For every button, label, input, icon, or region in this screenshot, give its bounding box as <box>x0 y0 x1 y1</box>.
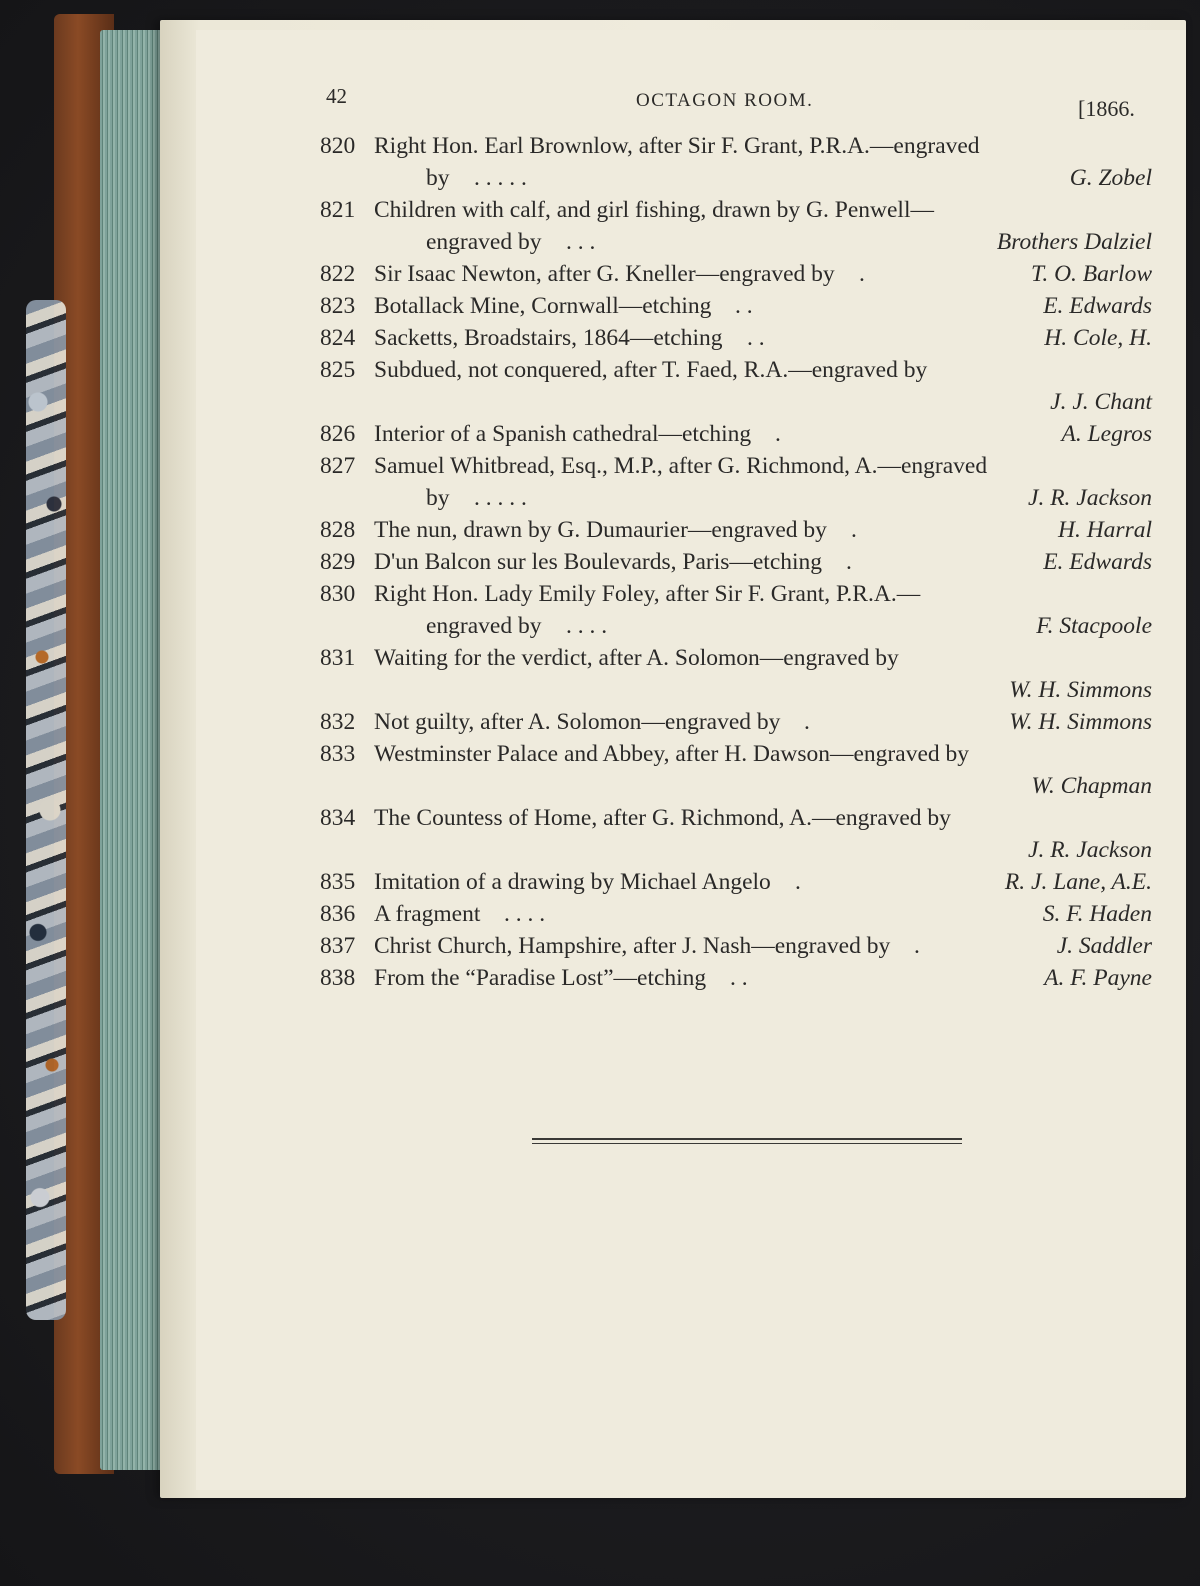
entry-number: 831 <box>320 645 356 671</box>
entry-title: From the “Paradise Lost”—etching <box>374 965 707 991</box>
catalogue-entry <box>320 194 1152 258</box>
dot-leaders: . <box>859 261 865 287</box>
entry-line <box>320 354 1152 386</box>
entry-number: 830 <box>320 581 356 607</box>
engraver-name: F. Stacpoole <box>1036 613 1152 639</box>
entry-title: The nun, drawn by G. Dumaurier—engraved by <box>374 517 827 543</box>
entry-line <box>320 450 1152 482</box>
catalogue-entry <box>320 130 1152 194</box>
engraver-name: T. O. Barlow <box>1031 261 1152 287</box>
entry-line <box>320 290 1152 322</box>
dot-leaders: . <box>914 933 920 959</box>
entry-line <box>320 514 1152 546</box>
entry-title: Interior of a Spanish cathedral—etching <box>374 421 752 447</box>
catalogue-entries <box>320 130 1152 994</box>
dot-leaders: . . <box>730 965 748 991</box>
catalogue-entry <box>320 322 1152 354</box>
entry-line <box>320 162 1152 194</box>
engraver-name: G. Zobel <box>1069 165 1152 191</box>
entry-title: Westminster Palace and Abbey, after H. Dawson—engraved by <box>374 741 969 767</box>
catalogue-entry <box>320 354 1152 418</box>
dot-leaders: . <box>851 517 857 543</box>
entry-line <box>320 802 1152 834</box>
engraver-name: J. R. Jackson <box>1028 837 1152 863</box>
entry-title: Children with calf, and girl fishing, drawn by G. Penwell— <box>374 197 934 223</box>
running-title: OCTAGON ROOM. <box>636 90 814 111</box>
engraver-name: W. Chapman <box>1031 773 1152 799</box>
dot-leaders: . <box>795 869 801 895</box>
catalogue-entry <box>320 706 1152 738</box>
entry-line <box>320 610 1152 642</box>
catalogue-entry <box>320 546 1152 578</box>
engraver-name: J. J. Chant <box>1050 389 1152 415</box>
dot-leaders: . . . . . <box>474 485 527 511</box>
entry-title: D'un Balcon sur les Boulevards, Paris—etching <box>374 549 823 575</box>
engraver-name: A. F. Payne <box>1044 965 1152 991</box>
entry-title: Sacketts, Broadstairs, 1864—etching <box>374 325 723 351</box>
dot-leaders: . . <box>735 293 753 319</box>
entry-number: 828 <box>320 517 356 543</box>
entry-number: 824 <box>320 325 356 351</box>
entry-line <box>320 322 1152 354</box>
entry-line <box>320 482 1152 514</box>
catalogue-entry <box>320 290 1152 322</box>
entry-title-continued: by <box>426 165 450 191</box>
dot-leaders: . <box>846 549 852 575</box>
entry-title: Not guilty, after A. Solomon—engraved by <box>374 709 781 735</box>
entry-number: 821 <box>320 197 356 223</box>
entry-title-continued: engraved by <box>426 229 542 255</box>
engraver-name: H. Harral <box>1057 517 1152 543</box>
entry-line <box>320 706 1152 738</box>
entry-title-continued: engraved by <box>426 613 542 639</box>
entry-line <box>320 258 1152 290</box>
entry-line <box>320 578 1152 610</box>
entry-line <box>320 418 1152 450</box>
engraver-name: E. Edwards <box>1043 549 1152 575</box>
entry-title: Waiting for the verdict, after A. Solomon—engraved by <box>374 645 899 671</box>
entry-number: 829 <box>320 549 356 575</box>
engraver-name: R. J. Lane, A.E. <box>1004 869 1152 895</box>
entry-number: 837 <box>320 933 356 959</box>
engraver-name: S. F. Haden <box>1042 901 1152 927</box>
entry-number: 834 <box>320 805 356 831</box>
entry-number: 836 <box>320 901 356 927</box>
catalogue-entry <box>320 450 1152 514</box>
dot-leaders: . . . . <box>566 613 608 639</box>
catalogue-entry <box>320 962 1152 994</box>
entry-title: A fragment <box>374 901 481 927</box>
catalogue-entry <box>320 866 1152 898</box>
catalogue-entry <box>320 258 1152 290</box>
engraver-name: H. Cole, H. <box>1044 325 1152 351</box>
entry-line <box>320 770 1152 802</box>
entry-title-continued: by <box>426 485 450 511</box>
catalogue-entry <box>320 642 1152 706</box>
year-label: [1866. <box>1078 96 1135 121</box>
dot-leaders: . . . . . <box>474 165 527 191</box>
entry-line <box>320 866 1152 898</box>
entry-number: 835 <box>320 869 356 895</box>
dot-leaders: . . <box>747 325 765 351</box>
catalogue-entry <box>320 738 1152 802</box>
entry-number: 822 <box>320 261 356 287</box>
entry-title: Imitation of a drawing by Michael Angelo <box>374 869 771 895</box>
engraver-name: E. Edwards <box>1043 293 1152 319</box>
entry-line <box>320 546 1152 578</box>
dot-leaders: . <box>775 421 781 447</box>
entry-title: The Countess of Home, after G. Richmond, A.—engraved by <box>374 805 951 831</box>
catalogue-entry <box>320 802 1152 866</box>
marbled-endpaper <box>26 300 66 1320</box>
engraver-name: A. Legros <box>1061 421 1152 447</box>
engraver-name: Brothers Dalziel <box>996 229 1152 255</box>
entry-number: 832 <box>320 709 356 735</box>
entry-number: 826 <box>320 421 356 447</box>
entry-number: 827 <box>320 453 356 479</box>
catalogue-entry <box>320 930 1152 962</box>
entry-line <box>320 962 1152 994</box>
catalogue-entry <box>320 898 1152 930</box>
dot-leaders: . . . . <box>504 901 546 927</box>
engraver-name: J. Saddler <box>1056 933 1152 959</box>
entry-number: 820 <box>320 133 356 159</box>
dot-leaders: . <box>804 709 810 735</box>
page-number: 42 <box>326 84 347 108</box>
entry-line <box>320 194 1152 226</box>
entry-line <box>320 834 1152 866</box>
entry-title: Subdued, not conquered, after T. Faed, R.A.—engraved by <box>374 357 928 383</box>
catalogue-entry <box>320 578 1152 642</box>
entry-number: 825 <box>320 357 356 383</box>
entry-line <box>320 674 1152 706</box>
entry-title: Right Hon. Lady Emily Foley, after Sir F. Grant, P.R.A.— <box>374 581 921 607</box>
entry-title: Botallack Mine, Cornwall—etching <box>374 293 712 319</box>
entry-number: 833 <box>320 741 356 767</box>
engraver-name: J. R. Jackson <box>1028 485 1152 511</box>
dot-leaders: . . . <box>566 229 596 255</box>
entry-number: 823 <box>320 293 356 319</box>
entry-line <box>320 738 1152 770</box>
catalogue-entry <box>320 514 1152 546</box>
entry-line <box>320 642 1152 674</box>
entry-line <box>320 226 1152 258</box>
entry-title: Christ Church, Hampshire, after J. Nash—engraved by <box>374 933 891 959</box>
page-edges <box>100 30 166 1470</box>
entry-title: Sir Isaac Newton, after G. Kneller—engraved by <box>374 261 835 287</box>
entry-title: Samuel Whitbread, Esq., M.P., after G. Richmond, A.—engraved <box>374 453 988 479</box>
entry-title: Right Hon. Earl Brownlow, after Sir F. Grant, P.R.A.—engraved <box>374 133 980 159</box>
entry-number: 838 <box>320 965 356 991</box>
engraver-name: W. H. Simmons <box>1009 709 1152 735</box>
entry-line <box>320 130 1152 162</box>
entry-line <box>320 930 1152 962</box>
engraver-name: W. H. Simmons <box>1009 677 1152 703</box>
catalogue-entry <box>320 418 1152 450</box>
entry-line <box>320 386 1152 418</box>
section-rule <box>532 1138 962 1144</box>
entry-line <box>320 898 1152 930</box>
